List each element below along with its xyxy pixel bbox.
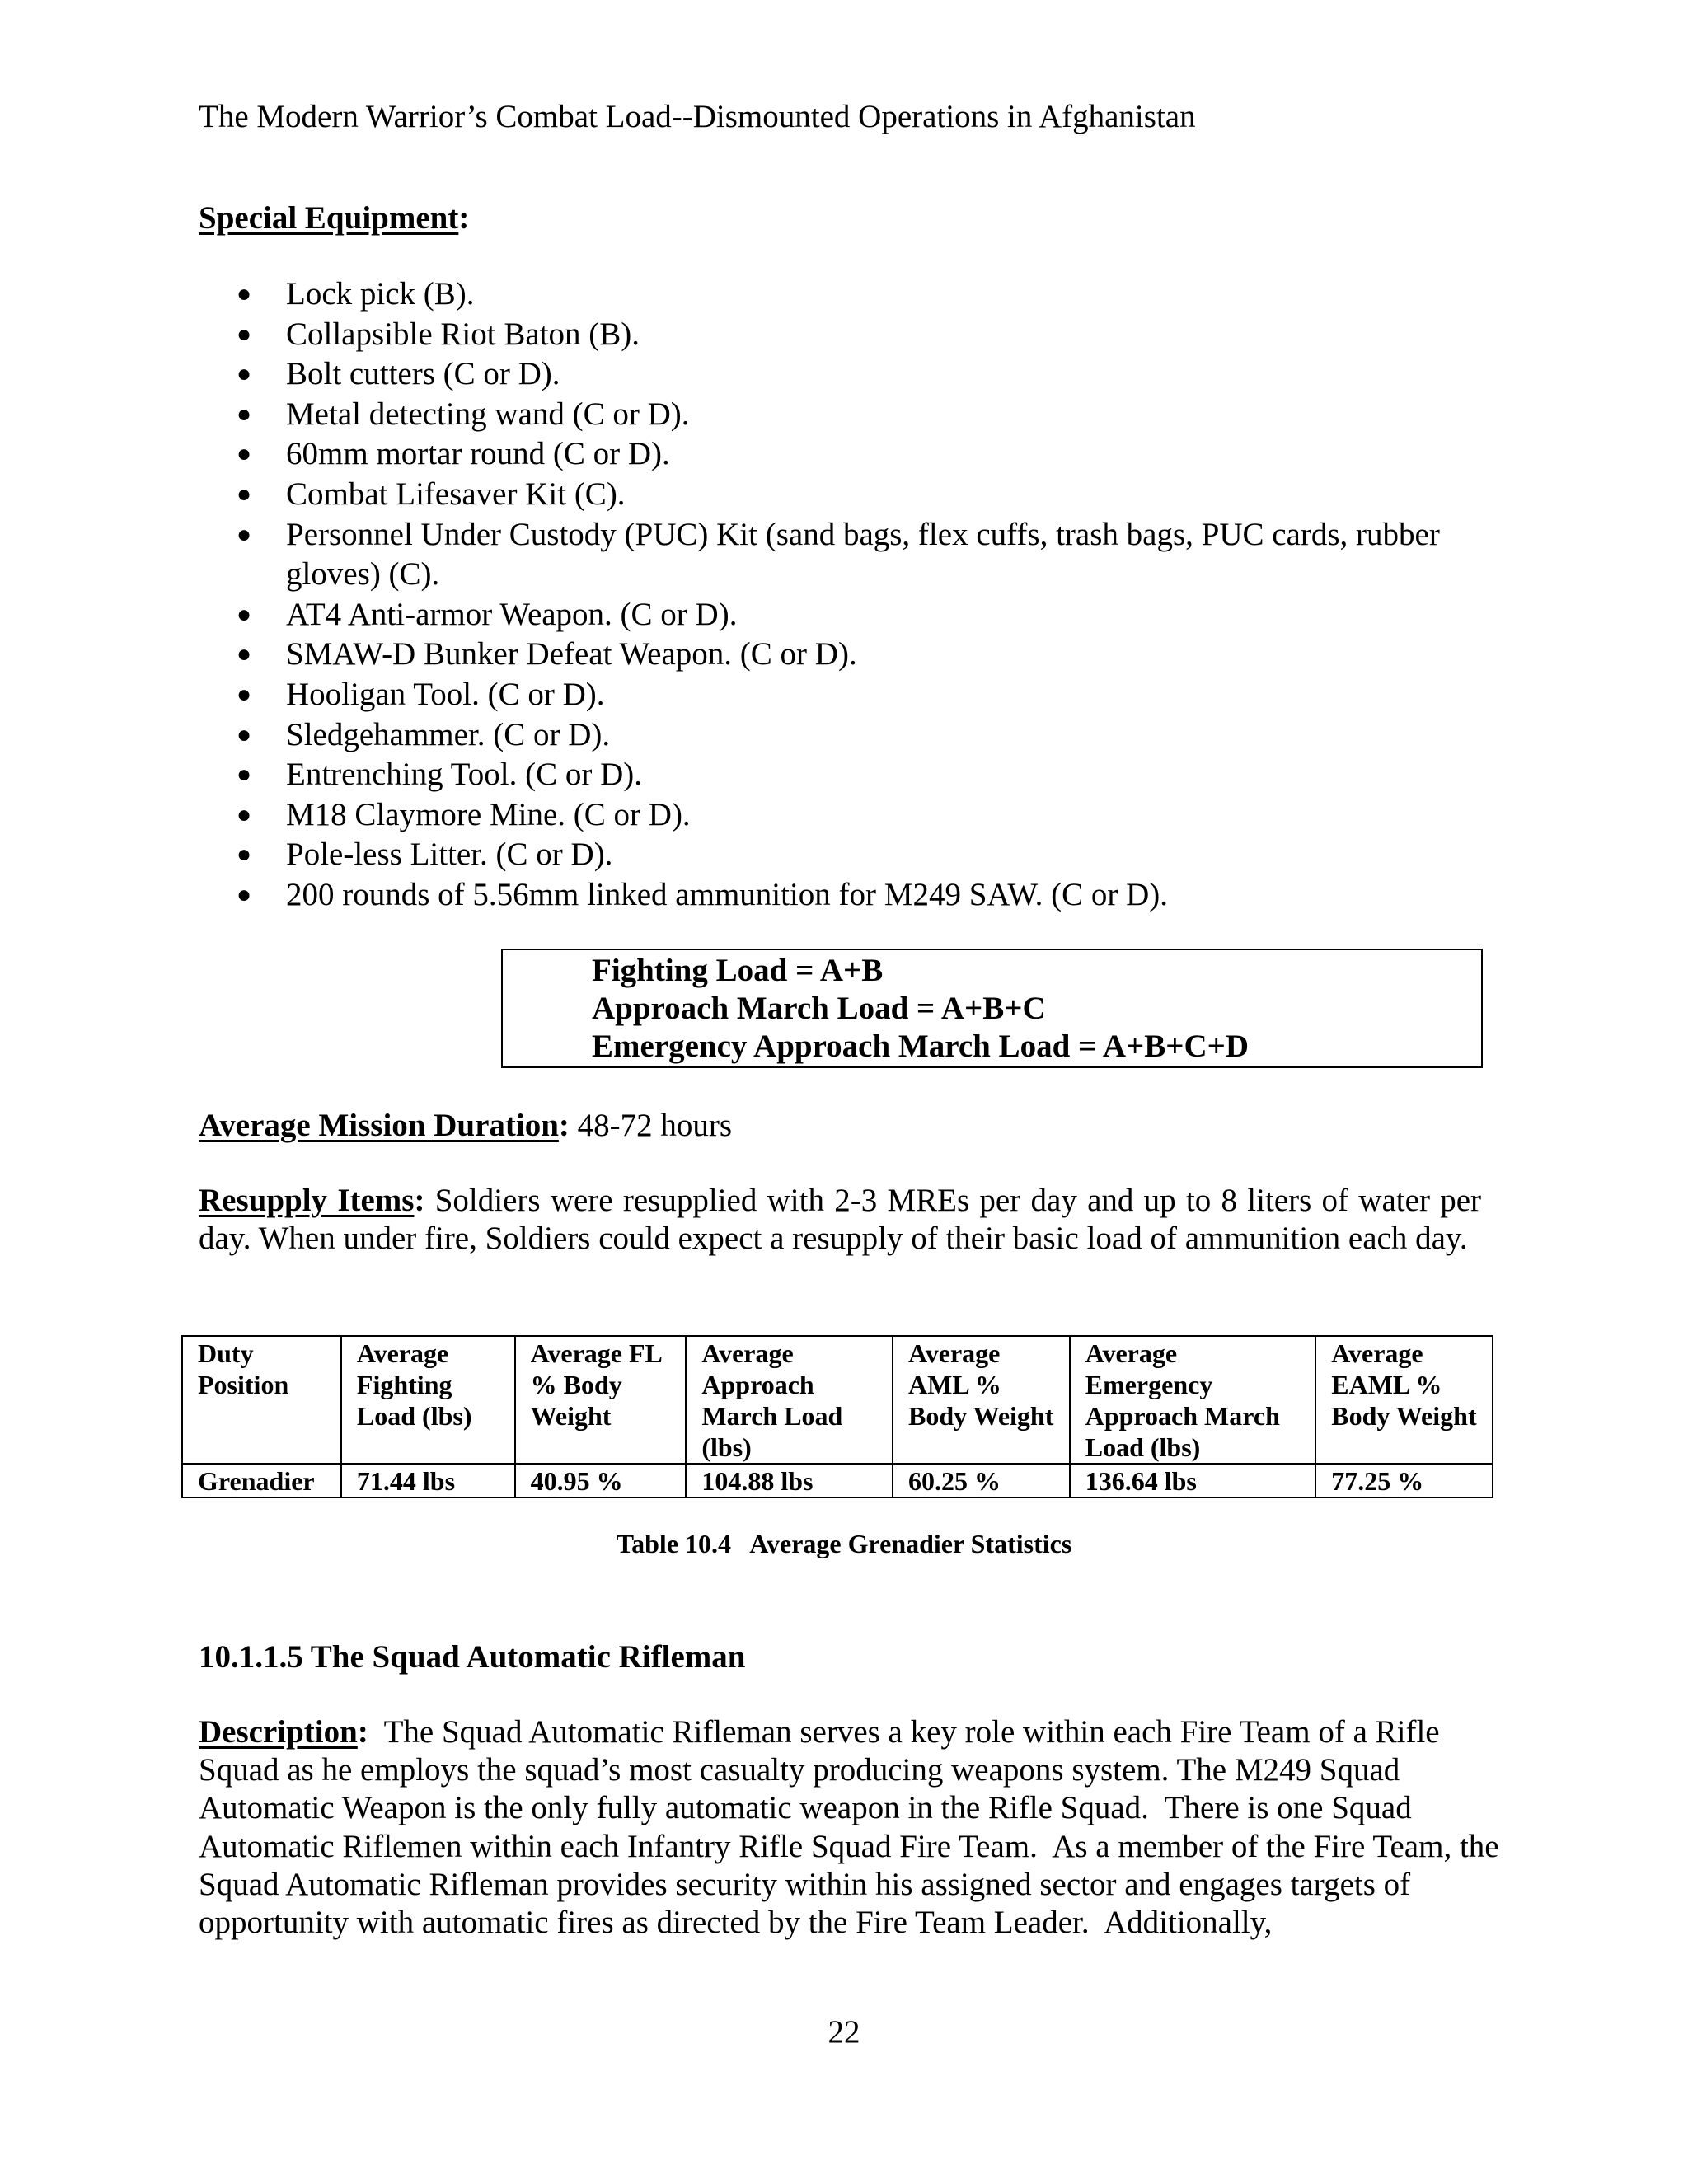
table-caption-text: Table 10.4 Average Grenadier Statistics	[616, 1529, 1072, 1558]
list-item	[199, 475, 1501, 515]
table-row	[182, 1464, 1493, 1497]
list-item-text: AT4 Anti-armor Weapon. (C or D).	[286, 596, 738, 632]
list-item	[199, 835, 1501, 875]
bullet-icon: ●	[237, 720, 252, 748]
table-header-cell: Average FL % Body Weight	[515, 1336, 687, 1464]
running-header: The Modern Warrior’s Combat Load--Dismounted Operations in Afghanistan	[199, 99, 1196, 134]
description-colon: :	[357, 1714, 368, 1750]
table-header-cell: Average Approach March Load (lbs)	[686, 1336, 893, 1464]
table-cell: 71.44 lbs	[341, 1464, 515, 1497]
table-cell: 136.64 lbs	[1070, 1464, 1316, 1497]
page-number: 22	[828, 2014, 860, 2050]
list-item	[199, 434, 1501, 475]
list-item	[199, 354, 1501, 395]
list-item-text: Entrenching Tool. (C or D).	[286, 757, 642, 793]
bullet-icon: ●	[237, 280, 252, 307]
bullet-icon: ●	[237, 800, 252, 828]
bullet-icon: ●	[237, 400, 252, 428]
bullet-icon: ●	[237, 440, 252, 468]
bullet-icon: ●	[237, 761, 252, 789]
table-header-cell: Average Fighting Load (lbs)	[341, 1336, 515, 1464]
mission-duration-colon: :	[558, 1108, 570, 1143]
load-formula-lines	[592, 952, 1249, 1066]
special-equipment-list	[199, 274, 1501, 916]
bullet-icon: ●	[237, 680, 252, 708]
description-label: Description	[199, 1714, 358, 1750]
list-item-text: Collapsible Riot Baton (B).	[286, 316, 640, 352]
bullet-icon: ●	[237, 480, 252, 508]
special-equipment-heading	[199, 199, 469, 238]
list-item	[199, 274, 1501, 315]
list-item-text: M18 Claymore Mine. (C or D).	[286, 796, 691, 832]
subsection-heading: 10.1.1.5 The Squad Automatic Rifleman	[199, 1639, 746, 1675]
list-item-text: Bolt cutters (C or D).	[286, 356, 560, 392]
bullet-icon: ●	[237, 640, 252, 668]
table-header-row	[182, 1336, 1493, 1464]
resupply-colon: :	[414, 1183, 425, 1218]
bullet-icon: ●	[237, 520, 252, 548]
special-equipment-heading-text: Special Equipment	[199, 200, 459, 236]
table-cell: 104.88 lbs	[686, 1464, 893, 1497]
table-cell: Grenadier	[182, 1464, 341, 1497]
load-formula-box	[501, 949, 1483, 1068]
mission-duration	[199, 1107, 732, 1145]
table-cell: 60.25 %	[893, 1464, 1070, 1497]
list-item-text: Pole-less Litter. (C or D).	[286, 837, 613, 873]
bullet-icon: ●	[237, 841, 252, 869]
list-item	[199, 515, 1501, 595]
table-cell: 40.95 %	[515, 1464, 687, 1497]
list-item-text: 200 rounds of 5.56mm linked ammunition for M249 SAW. (C or D).	[286, 876, 1169, 912]
description-text: The Squad Automatic Rifleman serves a key role within each Fire Team of a Rifle Squad as he employs the squad’s most casualty producing weapons system. The M249 Squad Automatic Weapon is the only fully automatic weapon in the Rifle Squad. There is one Squad Automatic Riflemen within each Infantry Rifle Squad Fire Team. As a member of the Fire Team, the Squad Automatic Rifleman provides security within his assigned sector and engages targets of opportunity with automatic fires as directed by the Fire Team Leader. Additionally,	[199, 1714, 1507, 1941]
list-item-text: SMAW-D Bunker Defeat Weapon. (C or D).	[286, 636, 857, 673]
grenadier-statistics-table	[181, 1335, 1493, 1498]
list-item	[199, 395, 1501, 435]
list-item	[199, 755, 1501, 795]
list-item-text: Sledgehammer. (C or D).	[286, 716, 611, 752]
mission-duration-label: Average Mission Duration	[199, 1108, 559, 1143]
list-item-text: Personnel Under Custody (PUC) Kit (sand bags, flex cuffs, trash bags, PUC cards, rubber gloves) (C).	[286, 516, 1440, 593]
table-caption	[0, 1528, 1688, 1559]
table-header-cell: Average EAML % Body Weight	[1315, 1336, 1493, 1464]
list-item-text: 60mm mortar round (C or D).	[286, 436, 670, 472]
list-item	[199, 635, 1501, 675]
list-item	[199, 595, 1501, 635]
description-paragraph	[199, 1713, 1507, 1942]
bullet-icon: ●	[237, 320, 252, 348]
special-equipment-heading-colon: :	[458, 200, 470, 236]
resupply-label: Resupply Items	[199, 1183, 415, 1218]
table-cell: 77.25 %	[1315, 1464, 1493, 1497]
list-item	[199, 675, 1501, 715]
mission-duration-value: 48-72 hours	[569, 1108, 733, 1143]
fighting-load-formula: Fighting Load = A+B	[592, 953, 884, 988]
list-item	[199, 715, 1501, 756]
emergency-approach-march-load-formula: Emergency Approach March Load = A+B+C+D	[592, 1029, 1250, 1064]
resupply-text: Soldiers were resupplied with 2-3 MREs per day and up to 8 liters of water per day. When under fire, Soldiers could expect a resupply of their basic load of ammunition each day.	[199, 1183, 1481, 1256]
list-item-text: Hooligan Tool. (C or D).	[286, 676, 605, 712]
bullet-icon: ●	[237, 360, 252, 388]
bullet-icon: ●	[237, 880, 252, 908]
list-item-text: Lock pick (B).	[286, 276, 475, 312]
table-header-cell: Duty Position	[182, 1336, 341, 1464]
list-item	[199, 875, 1501, 916]
list-item	[199, 795, 1501, 836]
approach-march-load-formula: Approach March Load = A+B+C	[592, 991, 1046, 1026]
resupply-paragraph	[199, 1182, 1481, 1258]
table-header-cell: Average Emergency Approach March Load (lbs)	[1070, 1336, 1316, 1464]
list-item-text: Combat Lifesaver Kit (C).	[286, 476, 626, 512]
list-item-text: Metal detecting wand (C or D).	[286, 396, 690, 432]
bullet-icon: ●	[237, 600, 252, 628]
table-header-cell: Average AML % Body Weight	[893, 1336, 1070, 1464]
list-item	[199, 315, 1501, 355]
